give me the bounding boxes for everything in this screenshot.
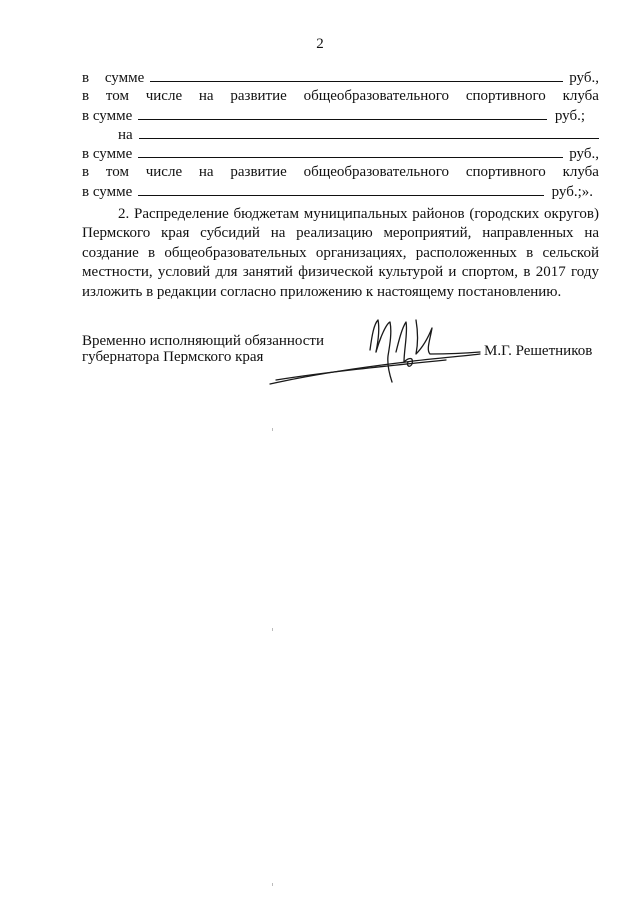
amount-line-4 xyxy=(82,182,599,201)
blank-field xyxy=(138,144,563,158)
word: общеобразовательного xyxy=(303,88,450,104)
word: развитие xyxy=(230,164,287,180)
word: на xyxy=(198,164,214,180)
word: клуба xyxy=(562,164,599,180)
sports-club-line-1 xyxy=(82,87,599,106)
amount-line-2 xyxy=(82,106,599,125)
signatory-title-line-2: губернатора Пермского края xyxy=(82,349,264,365)
amount-label: в сумме xyxy=(82,184,133,200)
blank-field xyxy=(150,68,563,82)
word: том xyxy=(105,164,129,180)
amount-line-1 xyxy=(82,68,599,87)
word: клуба xyxy=(562,88,599,104)
word: спортивного xyxy=(465,164,546,180)
blank-field xyxy=(139,125,599,139)
word: общеобразовательного xyxy=(303,164,450,180)
amount-label: в сумме xyxy=(82,70,145,86)
amount-line-3 xyxy=(82,144,599,163)
scan-speck xyxy=(272,883,273,886)
amount-label: в сумме xyxy=(82,108,133,124)
word: в xyxy=(82,164,90,180)
word: развитие xyxy=(230,88,287,104)
word: в xyxy=(82,88,90,104)
word: на xyxy=(198,88,214,104)
signatory-title-line-1: Временно исполняющий обязанности xyxy=(82,333,325,349)
currency-label: руб.; xyxy=(554,108,585,124)
page-number: 2 xyxy=(316,36,324,52)
purpose-line xyxy=(82,125,599,144)
word: спортивного xyxy=(465,88,546,104)
word: числе xyxy=(145,164,183,180)
scan-speck xyxy=(272,628,273,631)
currency-label: руб., xyxy=(569,146,599,162)
currency-label: руб.;». xyxy=(551,184,593,200)
amount-label: в сумме xyxy=(82,146,133,162)
word: том xyxy=(105,88,129,104)
scan-speck xyxy=(272,428,273,431)
currency-label: руб., xyxy=(569,70,599,86)
blank-field xyxy=(138,182,543,196)
signatory-name: М.Г. Решетников xyxy=(484,343,593,359)
sports-club-line-2 xyxy=(82,163,599,182)
purpose-label: на xyxy=(118,127,133,143)
blank-field xyxy=(138,106,547,120)
word: числе xyxy=(145,88,183,104)
handwritten-signature xyxy=(266,310,496,392)
paragraph-2: 2. Распределение бюджетам муниципальных районов (городских округов) Пермского края субсидий на реализацию мероприятий, направленных на создание в общеобразовательных организациях, расположенных в сельской местности, условий для занятий физической культурой и спортом, в 2017 году изложить в редакции согласно приложению к настоящему постановлению. xyxy=(82,206,599,300)
